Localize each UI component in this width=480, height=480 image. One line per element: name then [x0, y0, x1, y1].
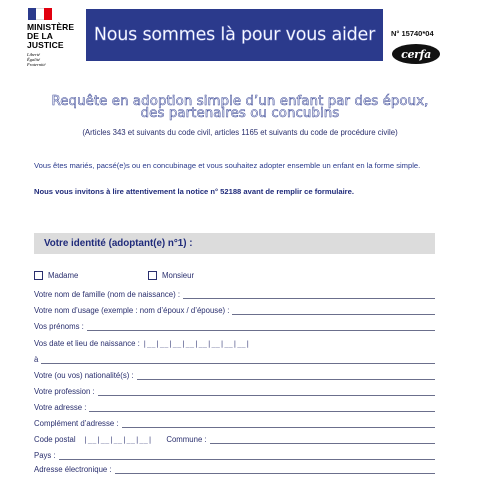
birth-date-row — [34, 336, 435, 348]
birth-name-row — [34, 287, 435, 299]
usage-name-row — [34, 303, 435, 315]
address-complement-field[interactable] — [122, 419, 435, 428]
ministry-logo — [27, 8, 87, 67]
legal-references: (Articles 343 et suivants du code civil, articles 1165 et suivants du code de procédure civile) — [82, 128, 398, 137]
birth-place-label: à — [34, 355, 39, 364]
document-title — [20, 96, 460, 120]
postal-code-field[interactable]: |__|__|__|__|__| — [83, 436, 153, 444]
profession-field[interactable] — [98, 387, 435, 396]
birth-place-row — [34, 352, 435, 364]
email-field[interactable] — [115, 465, 435, 474]
usage-name-field[interactable] — [232, 306, 435, 315]
section-title: Votre identité (adoptant(e) n°1) : — [44, 238, 193, 249]
usage-name-label: Votre nom d’usage (exemple : nom d’époux / d’épouse) : — [34, 306, 230, 315]
email-row — [34, 462, 435, 474]
intro-text: Vous êtes mariés, pacsé(e)s ou en concubinage et vous souhaitez adopter ensemble un enfant en la forme simple. — [34, 161, 421, 170]
first-names-field[interactable] — [87, 322, 435, 331]
first-names-row — [34, 319, 435, 331]
french-flag-icon — [28, 8, 52, 20]
birth-date-label: Vos date et lieu de naissance : — [34, 339, 140, 348]
republic-motto — [27, 52, 87, 67]
ministry-line-1: MINISTÈRE — [27, 22, 75, 32]
birth-name-field[interactable] — [183, 290, 435, 299]
postal-code-row — [34, 432, 435, 444]
address-complement-row — [34, 416, 435, 428]
nationality-row — [34, 368, 435, 380]
birth-place-field[interactable] — [41, 355, 435, 364]
title-line-1: Requête en adoption simple d’un enfant par des époux, — [51, 94, 429, 109]
first-names-label: Vos prénoms : — [34, 322, 84, 331]
address-complement-label: Complément d’adresse : — [34, 419, 119, 428]
motto-line-1: Liberté — [27, 52, 40, 57]
ministry-line-2: DE LA JUSTICE — [27, 31, 64, 50]
commune-label: Commune : — [166, 435, 207, 444]
nationality-label: Votre (ou vos) nationalité(s) : — [34, 371, 134, 380]
monsieur-label: Monsieur — [162, 271, 195, 280]
madame-checkbox[interactable] — [34, 271, 43, 280]
ministry-name — [27, 23, 87, 50]
section-header — [34, 233, 435, 254]
banner-text: Nous sommes là pour vous aider — [93, 25, 376, 45]
commune-field[interactable] — [210, 435, 435, 444]
option-madame[interactable] — [34, 271, 78, 280]
profession-row — [34, 384, 435, 396]
country-field[interactable] — [59, 451, 435, 460]
birth-date-field[interactable]: |__|__|__|__|__|__|__|__| — [142, 340, 251, 348]
address-field[interactable] — [89, 403, 435, 412]
notice-text: Nous vous invitons à lire attentivement la notice n° 52188 avant de remplir ce formulaire. — [34, 187, 354, 196]
cerfa-logo-text: cerfa — [401, 47, 431, 61]
option-monsieur[interactable] — [148, 271, 194, 280]
address-label: Votre adresse : — [34, 403, 87, 412]
monsieur-checkbox[interactable] — [148, 271, 157, 280]
madame-label: Madame — [48, 271, 79, 280]
cerfa-number: N° 15740*04 — [391, 29, 434, 38]
country-row — [34, 448, 435, 460]
help-banner — [86, 9, 383, 61]
profession-label: Votre profession : — [34, 387, 95, 396]
cerfa-logo — [392, 44, 440, 64]
address-row — [34, 400, 435, 412]
postal-code-label: Code postal — [34, 435, 76, 444]
nationality-field[interactable] — [137, 371, 435, 380]
motto-line-3: Fraternité — [27, 62, 46, 67]
country-label: Pays : — [34, 451, 56, 460]
title-line-2: des partenaires ou concubins — [140, 106, 340, 121]
motto-line-2: Égalité — [27, 57, 40, 62]
email-label: Adresse électronique : — [34, 465, 112, 474]
birth-name-label: Votre nom de famille (nom de naissance) : — [34, 290, 181, 299]
